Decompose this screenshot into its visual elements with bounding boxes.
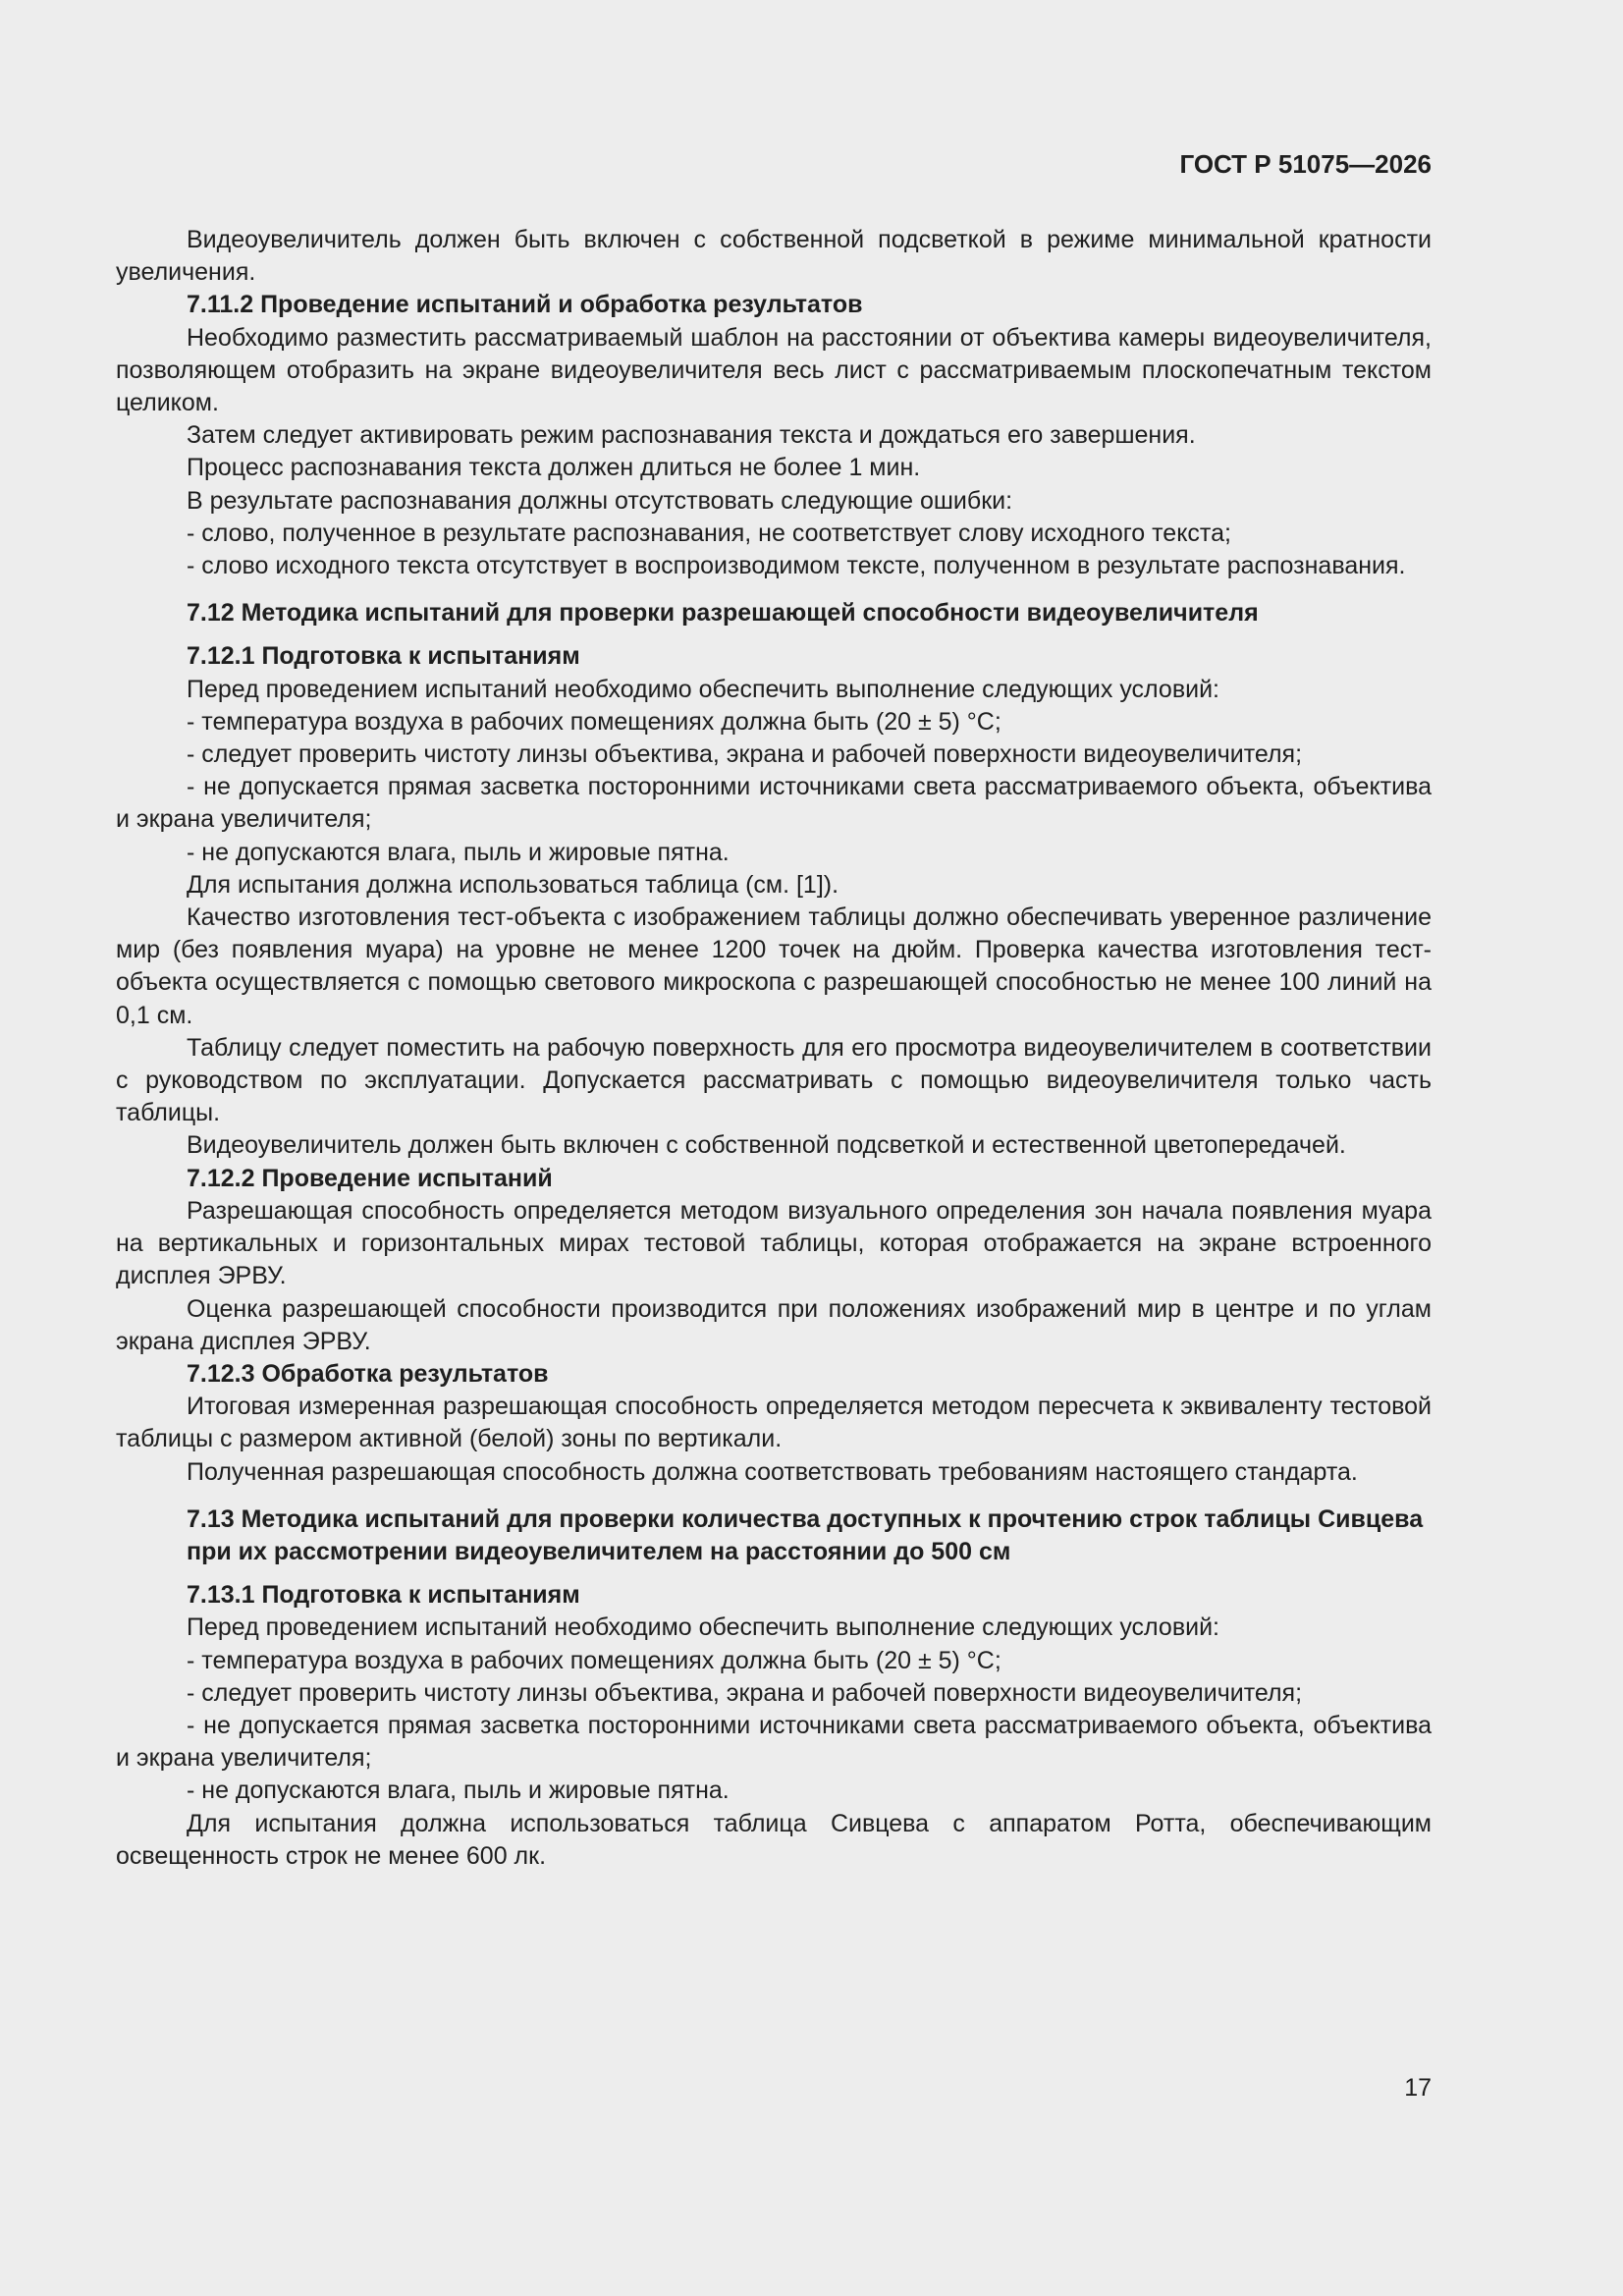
page-number: 17 — [1404, 2074, 1432, 2102]
list-item: - не допускается прямая засветка посторонними источниками света рассматриваемого объекта, объектива и экрана увеличителя; — [116, 773, 1432, 834]
paragraph: Качество изготовления тест-объекта с изображением таблицы должно обеспечивать уверенное различение мир (без появления муара) на уровне не менее 1200 точек на дюйм. Проверка качества изготовления тест-объекта осуществляется с помощью светового микроскопа с разрешающей способностью не менее 100 линий на 0,1 см. — [116, 903, 1432, 1029]
standard-code-header: ГОСТ Р 51075—2026 — [1179, 149, 1432, 179]
list-item: - слово, полученное в результате распознавания, не соответствует слову исходного текста; — [187, 519, 1231, 547]
list-item: - не допускается прямая засветка посторонними источниками света рассматриваемого объекта, объектива и экрана увеличителя; — [116, 1711, 1432, 1773]
paragraph: Перед проведением испытаний необходимо обеспечить выполнение следующих условий: — [187, 1613, 1219, 1642]
paragraph: Полученная разрешающая способность должна соответствовать требованиям настоящего стандарта. — [187, 1457, 1358, 1486]
paragraph: Итоговая измеренная разрешающая способность определяется методом пересчета к эквиваленту тестовой таблицы с размером активной (белой) зоны по вертикали. — [116, 1393, 1432, 1453]
paragraph: Таблицу следует поместить на рабочую поверхность для его просмотра видеоувеличителем в соответствии с руководством по эксплуатации. Допускается рассматривать с помощью видеоувеличителя только часть таблицы. — [116, 1033, 1432, 1127]
paragraph: Процесс распознавания текста должен длиться не более 1 мин. — [187, 454, 921, 482]
subsection-heading: 7.12.3 Обработка результатов — [187, 1359, 549, 1388]
list-item: - температура воздуха в рабочих помещениях должна быть (20 ± 5) °С; — [187, 1646, 1001, 1674]
paragraph: Затем следует активировать режим распознавания текста и дождаться его завершения. — [187, 421, 1196, 450]
paragraph: Видеоувеличитель должен быть включен с собственной подсветкой и естественной цветопередачей. — [187, 1131, 1346, 1160]
paragraph: Для испытания должна использоваться таблица (см. [1]). — [187, 870, 839, 899]
paragraph: Необходимо разместить рассматриваемый шаблон на расстоянии от объектива камеры видеоувеличителя, позволяющем отобразить на экране видеоувеличителя весь лист с рассматриваемым плоскопечатным текстом целиком. — [116, 323, 1432, 417]
section-heading: 7.13 Методика испытаний для проверки количества доступных к прочтению строк таблицы Сивцева при их рассмотрении видеоувеличителем на расстоянии до 500 см — [187, 1504, 1424, 1565]
list-item: - слово исходного текста отсутствует в воспроизводимом тексте, полученном в результате распознавания. — [187, 552, 1406, 580]
paragraph: Видеоувеличитель должен быть включен с собственной подсветкой в режиме минимальной кратности увеличения. — [116, 226, 1432, 287]
paragraph: Разрешающая способность определяется методом визуального определения зон начала появления муара на вертикальных и горизонтальных мирах тестовой таблицы, которая отображается на экране встроенного дисплея ЭРВУ. — [116, 1196, 1432, 1290]
section-heading: 7.12 Методика испытаний для проверки разрешающей способности видеоувеличителя — [187, 599, 1259, 628]
list-item: - температура воздуха в рабочих помещениях должна быть (20 ± 5) °С; — [187, 707, 1001, 736]
paragraph: В результате распознавания должны отсутствовать следующие ошибки: — [187, 486, 1013, 515]
document-body — [116, 224, 1432, 1873]
subsection-heading: 7.12.2 Проведение испытаний — [187, 1164, 553, 1192]
list-item: - следует проверить чистоту линзы объектива, экрана и рабочей поверхности видеоувеличителя; — [187, 1678, 1303, 1707]
list-item: - не допускаются влага, пыль и жировые пятна. — [187, 838, 730, 866]
subsection-heading: 7.12.1 Подготовка к испытаниям — [187, 642, 580, 671]
subsection-heading: 7.11.2 Проведение испытаний и обработка результатов — [187, 291, 863, 319]
paragraph: Перед проведением испытаний необходимо обеспечить выполнение следующих условий: — [187, 675, 1219, 703]
subsection-heading: 7.13.1 Подготовка к испытаниям — [187, 1581, 580, 1610]
paragraph: Для испытания должна использоваться таблица Сивцева с аппаратом Ротта, обеспечивающим освещенность строк не менее 600 лк. — [116, 1809, 1432, 1870]
list-item: - не допускаются влага, пыль и жировые пятна. — [187, 1777, 730, 1805]
list-item: - следует проверить чистоту линзы объектива, экрана и рабочей поверхности видеоувеличителя; — [187, 740, 1303, 769]
paragraph: Оценка разрешающей способности производится при положениях изображений мир в центре и по углам экрана дисплея ЭРВУ. — [116, 1294, 1432, 1355]
